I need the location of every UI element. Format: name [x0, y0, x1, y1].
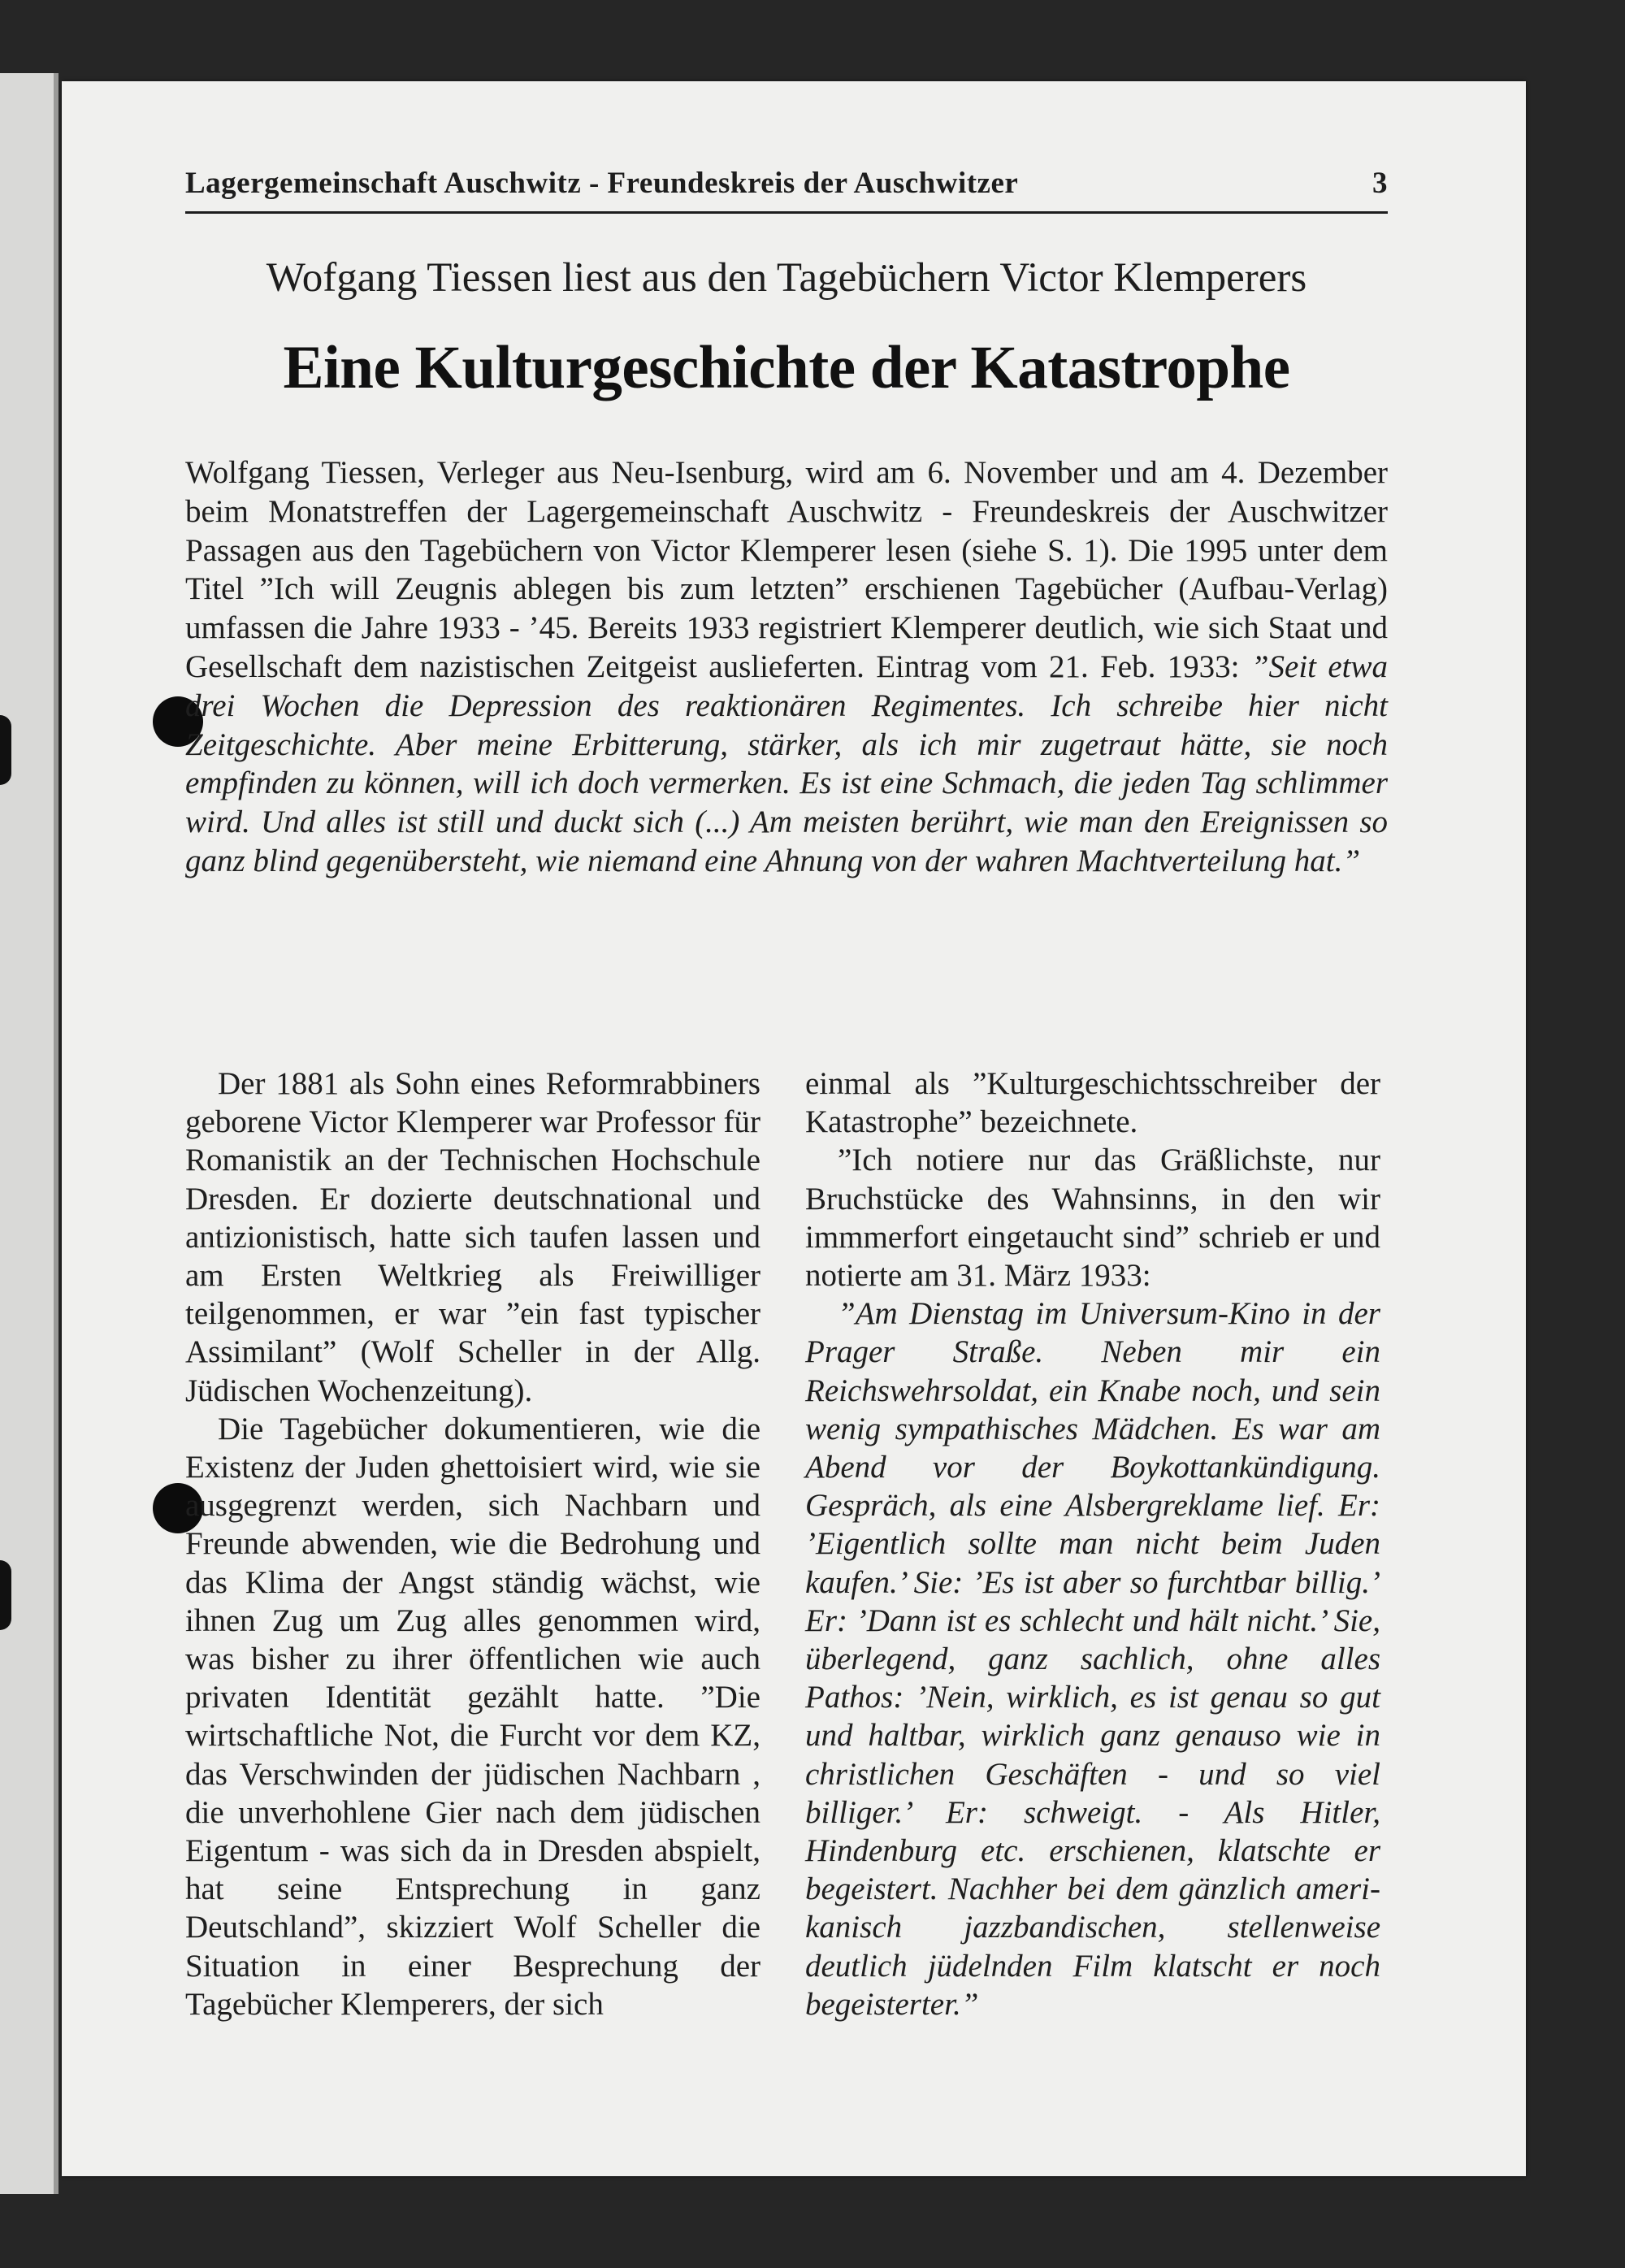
- body-paragraph: ”Ich notiere nur das Gräßlichste, nur Bruchstücke des Wahnsinns, in den wir immmerfort eingetaucht sind” schrieb er und notierte am 31. März 1933:: [805, 1143, 1380, 1294]
- running-head: [185, 166, 1388, 201]
- punch-hole-edge: [0, 1560, 11, 1630]
- lead-quote: ”Seit etwa drei Wochen die Depression des reaktionären Regimentes. Ich schreibe hier nicht Zeitgeschichte. Aber meine Erbitterung, stärker, als ich mir zugetraut hätte, sie noch empfinden zu können, will ich doch vermerken. Es ist eine Schmach, die jeden Tag schlimmer wird. Und alles ist still und duckt sich (...) Am meisten berührt, wie man den Ereignissen so ganz blind gegenübersteht, wie niemand eine Ahnung von der wahren Machtverteilung hat.”: [185, 648, 1388, 878]
- previous-page-edge: [0, 73, 58, 2194]
- article-headline: Eine Kulturgeschichte der Katastrophe: [283, 334, 1290, 401]
- body-paragraph: Der 1881 als Sohn eines Reformrabbiners geborene Victor Klemperer war Professor für Romanistik an der Technischen Hochschule Dresden. Er dozierte deutschnational und antizionistisch, hatte sich taufen lassen und am Ersten Weltkrieg als Freiwilliger teilgenommen, er war ”ein fast typischer Assimilant” (Wolf Scheller in der Allg. Jüdischen Wochenzeitung).: [185, 1066, 760, 1408]
- right-column: [805, 1065, 1380, 2023]
- diary-quote: ”Am Dienstag im Universum-Kino in der Prager Straße. Neben mir ein Reichswehrsoldat, ein Knabe noch, und sein wenig sympathisches Mädchen. Es war am Abend vor der Boykottankündigung. Gespräch, als eine Alsbergreklame lief. Er: ’Eigentlich sollte man nicht beim Juden kaufen.’ Sie: ’Es ist aber so furchtbar billig.’ Er: ’Dann ist es schlecht und hält nicht.’ Sie, überlegend, ganz sachlich, ohne alles Pathos: ’Nein, wirklich, es ist genau so gut und haltbar, wirklich ganz genauso wie in christlichen Geschäften - und so viel billiger.’ Er: schweigt. - Als Hitler, Hindenburg etc. erschienen, klatschte er begeistert. Nachher bei dem gänzlich amerikanisch jazzbandischen, stellenweise deutlich jüdelnden Film klatscht er noch begeisterter.”: [805, 1296, 1380, 2022]
- body-paragraph: Die Tagebücher dokumentieren, wie die Existenz der Juden ghettoisiert wird, wie sie ausgegrenzt werden, sich Nachbarn und Freunde abwenden, wie die Bedrohung und das Klima der Angst ständig wächst, wie ihnen Zug um Zug alles genommen wird, was bisher zu ihrer öffentlichen wie auch privaten Identität gezählt hatte. ”Die wirtschaftliche Not, die Furcht vor dem KZ, das Verschwinden der jüdischen Nachbarn , die unverhohlene Gier nach dem jüdischen Eigentum - was sich da in Dresden abspielt, hat seine Entsprechung in ganz Deutschland”, skizziert Wolf Scheller die Situation in einer Besprechung der Tagebücher Klemperers, der sich: [185, 1411, 760, 2022]
- body-paragraph: einmal als ”Kulturgeschichtsschreiber der Katastrophe” bezeichnete.: [805, 1066, 1380, 1140]
- punch-hole-edge: [0, 715, 11, 785]
- page-edge-shadow: [54, 73, 58, 2194]
- left-column: [185, 1065, 760, 2023]
- document-page: [62, 81, 1526, 2176]
- publication-title: Lagergemeinschaft Auschwitz - Freundeskreis der Auschwitzer: [185, 167, 1019, 200]
- page-number: 3: [1372, 167, 1388, 200]
- header-rule: [185, 211, 1388, 214]
- lead-text: Wolfgang Tiessen, Verleger aus Neu-Isenburg, wird am 6. November und am 4. Dezember beim Monatstreffen der Lagergemeinschaft Auschwitz - Freundeskreis der Auschwitzer Passagen aus den Tagebüchern von Victor Klemperer lesen (siehe S. 1). Die 1995 unter dem Titel ”Ich will Zeugnis ablegen bis zum letzten” erschienen Tagebücher (Aufbau-Verlag) umfassen die Jahre 1933 - ’45. Bereits 1933 registriert Klemperer deutlich, wie sich Staat und Gesellschaft dem nazistischen Zeitgeist auslieferten. Eintrag vom 21. Feb. 1933:: [185, 455, 1388, 684]
- lead-paragraph: [185, 453, 1388, 881]
- article-kicker: Wofgang Tiessen liest aus den Tagebüchern Victor Klemperers: [266, 255, 1307, 301]
